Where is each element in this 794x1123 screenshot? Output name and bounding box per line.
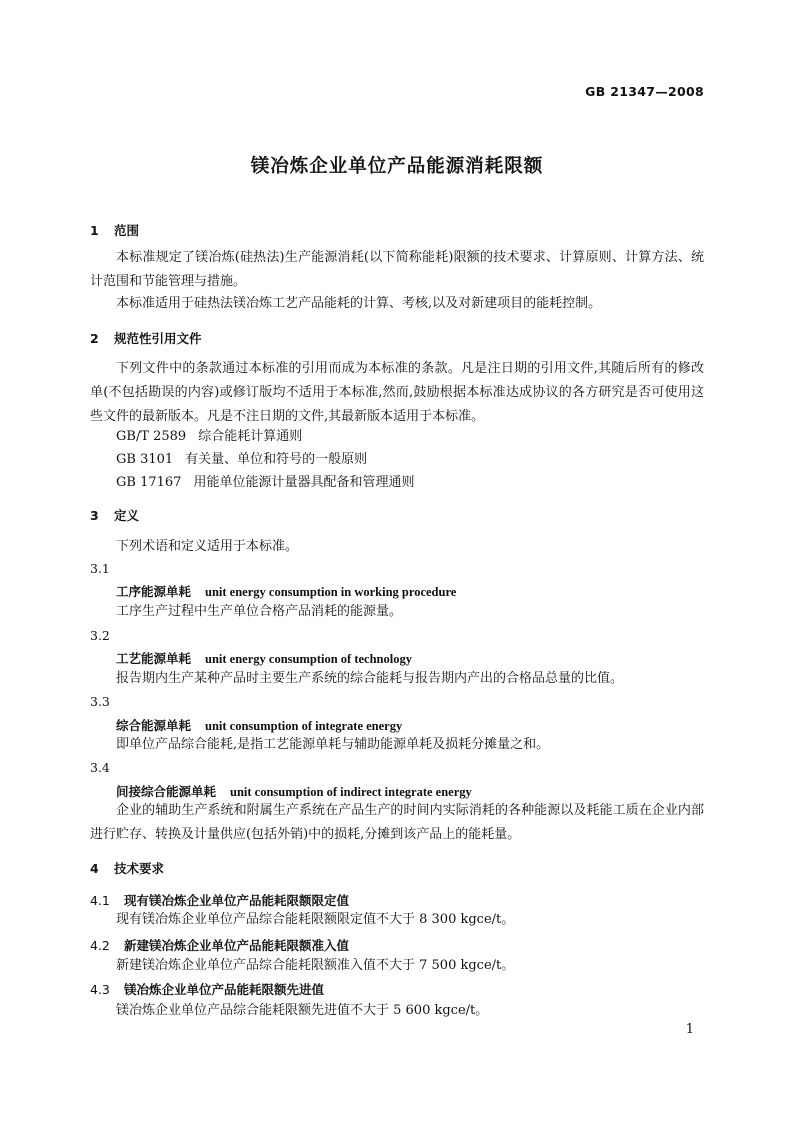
subsection-heading (90, 891, 349, 909)
subsection-title: 镁冶炼企业单位产品能耗限额先进值 (124, 982, 325, 997)
reference-id: GB 3101 (116, 452, 174, 467)
reference-name: 有关量、单位和符号的一般原则 (185, 452, 368, 467)
term-number: 3.1 (90, 561, 110, 576)
page-number: 1 (685, 1022, 694, 1037)
term-definition: 企业的辅助生产系统和附属生产系统在产品生产的时间内实际消耗的各种能源以及耗能工质在企业内部进行贮存、转换及计量供应(包括外销)中的损耗,分摊到该产品上的能耗量。 (90, 803, 704, 842)
section-1-paragraph-2: 本标准适用于硅热法镁冶炼工艺产品能耗的计算、考核,以及对新建项目的能耗控制。 (116, 296, 602, 311)
term-english: unit energy consumption in working procedure (205, 585, 457, 599)
section-title: 规范性引用文件 (114, 331, 202, 346)
term-english: unit consumption of integrate energy (205, 719, 403, 733)
section-number: 2 (90, 331, 99, 346)
subsection-heading (90, 980, 324, 998)
term-definition: 报告期内生产某种产品时主要生产系统的综合能耗与报告期内产出的合格品总量的比值。 (116, 671, 624, 686)
section-1-paragraph-1: 本标准规定了镁冶炼(硅热法)生产能源消耗(以下简称能耗)限额的技术要求、计算原则、计算方法、统计范围和节能管理与措施。 (90, 250, 704, 289)
section-4-heading (90, 859, 164, 877)
subsection-title: 现有镁冶炼企业单位产品能耗限额限定值 (124, 893, 350, 908)
subsection-text: 现有镁冶炼企业单位产品综合能耗限额限定值不大于 8 300 kgce/t。 (116, 912, 515, 927)
subsection-text: 新建镁冶炼企业单位产品综合能耗限额准入值不大于 7 500 kgce/t。 (116, 958, 515, 973)
section-title: 定义 (114, 508, 140, 523)
section-3-heading (90, 506, 139, 524)
reference-id: GB/T 2589 (116, 429, 187, 444)
term-heading (116, 716, 402, 734)
term-heading (116, 649, 412, 667)
section-3-intro: 下列术语和定义适用于本标准。 (116, 539, 299, 554)
term-chinese: 工艺能源单耗 (116, 651, 192, 666)
subsection-number: 4.1 (90, 893, 110, 908)
subsection-number: 4.3 (90, 982, 110, 997)
term-chinese: 间接综合能源单耗 (116, 784, 217, 799)
section-2-paragraph: 下列文件中的条款通过本标准的引用而成为本标准的条款。凡是注日期的引用文件,其随后所有的修改单(不包括勘误的内容)或修订版均不适用于本标准,然而,鼓励根据本标准达成协议的各方研究是否可使用这些文件的最新版本。凡是不注日期的文件,其最新版本适用于本标准。 (90, 361, 704, 424)
term-number: 3.2 (90, 628, 110, 643)
reference-name: 综合能耗计算通则 (198, 429, 303, 444)
term-english: unit energy consumption of technology (205, 652, 412, 666)
standard-code: GB 21347—2008 (585, 84, 704, 99)
subsection-text: 镁冶炼企业单位产品综合能耗限额先进值不大于 5 600 kgce/t。 (116, 1003, 489, 1018)
section-2-heading (90, 329, 202, 347)
section-title: 技术要求 (114, 861, 165, 876)
term-heading (116, 782, 472, 800)
term-number: 3.4 (90, 760, 110, 775)
term-chinese: 综合能源单耗 (116, 718, 192, 733)
subsection-title: 新建镁冶炼企业单位产品能耗限额准入值 (124, 938, 350, 953)
section-title: 范围 (114, 223, 140, 238)
reference-item (116, 474, 414, 492)
section-number: 3 (90, 508, 99, 523)
term-definition: 即单位产品综合能耗,是指工艺能源单耗与辅助能源单耗及损耗分摊量之和。 (116, 737, 550, 752)
section-number: 4 (90, 861, 99, 876)
reference-id: GB 17167 (116, 475, 182, 490)
reference-item (116, 451, 367, 469)
reference-item (116, 428, 302, 446)
reference-name: 用能单位能源计量器具配备和管理通则 (193, 475, 415, 490)
term-definition: 工序生产过程中生产单位合格产品消耗的能源量。 (116, 604, 403, 619)
subsection-heading (90, 936, 349, 954)
term-english: unit consumption of indirect integrate energy (230, 785, 472, 799)
term-chinese: 工序能源单耗 (116, 584, 192, 599)
subsection-number: 4.2 (90, 938, 110, 953)
page-title: 镁冶炼企业单位产品能源消耗限额 (250, 156, 544, 177)
section-number: 1 (90, 223, 99, 238)
section-1-heading (90, 221, 139, 239)
term-number: 3.3 (90, 694, 110, 709)
term-heading (116, 582, 456, 600)
